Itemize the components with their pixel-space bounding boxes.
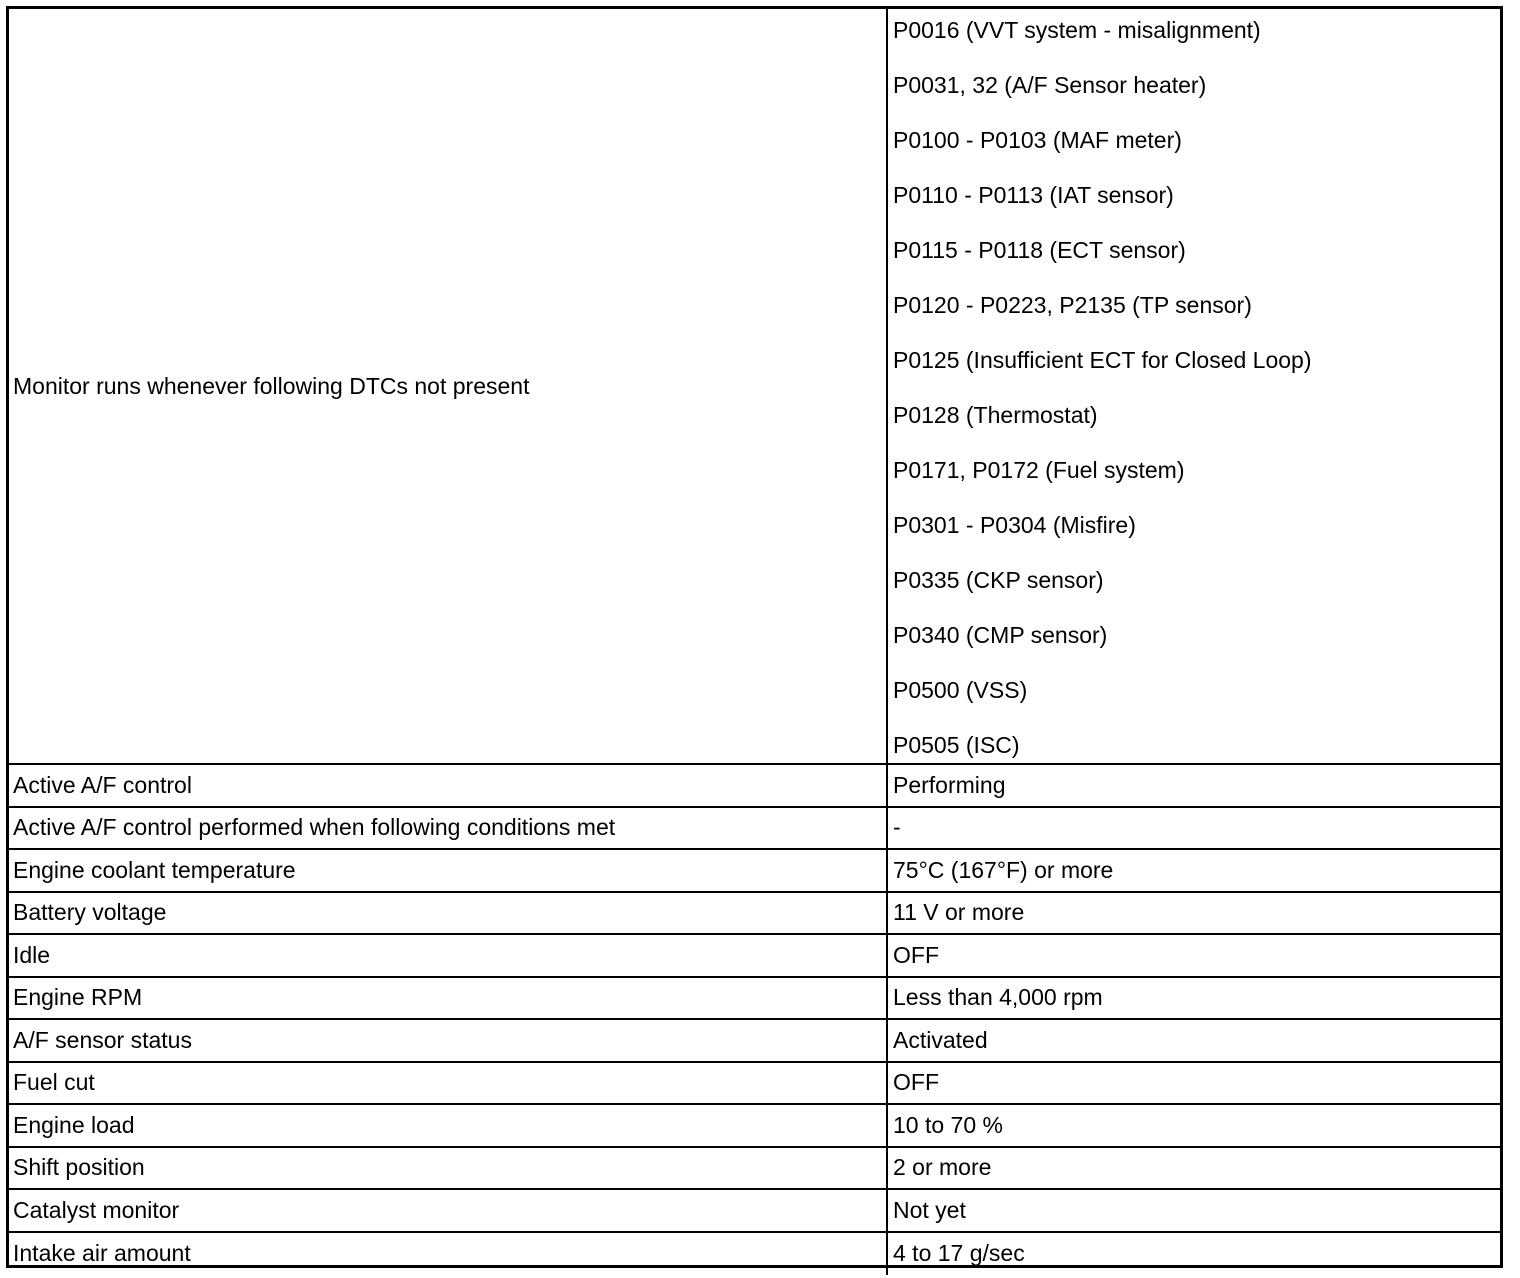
monitor-conditions-table <box>6 6 1503 1268</box>
dtc-code: P0505 (ISC) <box>893 732 1020 758</box>
table-row <box>9 808 1500 851</box>
dtc-label-cell <box>9 9 888 763</box>
dtc-code: P0120 - P0223, P2135 (TP sensor) <box>893 292 1252 318</box>
table-row <box>9 978 1500 1021</box>
dtc-code: P0115 - P0118 (ECT sensor) <box>893 237 1186 263</box>
condition-value: Less than 4,000 rpm <box>893 984 1103 1011</box>
condition-item: Intake air amount <box>9 1233 888 1276</box>
dtc-label: Monitor runs whenever following DTCs not present <box>13 372 530 399</box>
condition-value: 11 V or more <box>893 899 1025 926</box>
table-row <box>9 1148 1500 1191</box>
dtc-code: P0171, P0172 (Fuel system) <box>893 457 1185 483</box>
table-row <box>9 893 1500 936</box>
dtc-code: P0031, 32 (A/F Sensor heater) <box>893 72 1207 98</box>
condition-value: 2 or more <box>893 1154 992 1181</box>
table-row <box>9 765 1500 808</box>
condition-item: Active A/F control <box>9 765 888 806</box>
dtc-code: P0100 - P0103 (MAF meter) <box>893 127 1182 153</box>
condition-item: Fuel cut <box>9 1063 888 1104</box>
condition-item: Battery voltage <box>9 893 888 934</box>
condition-value: Activated <box>893 1026 988 1053</box>
condition-value: 75°C (167°F) or more <box>893 856 1114 883</box>
table-row <box>9 1063 1500 1106</box>
table-row <box>9 1020 1500 1063</box>
dtc-code: P0110 - P0113 (IAT sensor) <box>893 182 1174 208</box>
condition-item: Engine coolant temperature <box>9 850 888 891</box>
condition-item: A/F sensor status <box>9 1020 888 1061</box>
dtc-code-list <box>888 9 1500 763</box>
dtc-code: P0500 (VSS) <box>893 677 1028 703</box>
condition-value: OFF <box>893 1069 939 1096</box>
condition-value: Performing <box>893 771 1006 798</box>
condition-item: Engine RPM <box>9 978 888 1019</box>
table-row <box>9 850 1500 893</box>
table-row <box>9 1105 1500 1148</box>
condition-value: OFF <box>893 941 939 968</box>
table-row <box>9 1190 1500 1233</box>
condition-value: Not yet <box>893 1196 966 1223</box>
table-row <box>9 1233 1500 1276</box>
condition-item: Engine load <box>9 1105 888 1146</box>
condition-item: Active A/F control performed when following conditions met <box>9 808 888 849</box>
dtc-code: P0128 (Thermostat) <box>893 402 1098 428</box>
condition-value: 10 to 70 % <box>893 1111 1003 1138</box>
dtc-code: P0340 (CMP sensor) <box>893 622 1108 648</box>
condition-value: 4 to 17 g/sec <box>893 1240 1025 1267</box>
condition-item: Catalyst monitor <box>9 1190 888 1231</box>
dtc-code: P0335 (CKP sensor) <box>893 567 1104 593</box>
condition-item: Shift position <box>9 1148 888 1189</box>
dtc-row <box>9 9 1500 765</box>
dtc-code: P0016 (VVT system - misalignment) <box>893 17 1261 43</box>
dtc-code: P0125 (Insufficient ECT for Closed Loop) <box>893 347 1312 373</box>
table-row <box>9 935 1500 978</box>
dtc-code: P0301 - P0304 (Misfire) <box>893 512 1136 538</box>
condition-value: - <box>893 814 901 841</box>
condition-item: Idle <box>9 935 888 976</box>
